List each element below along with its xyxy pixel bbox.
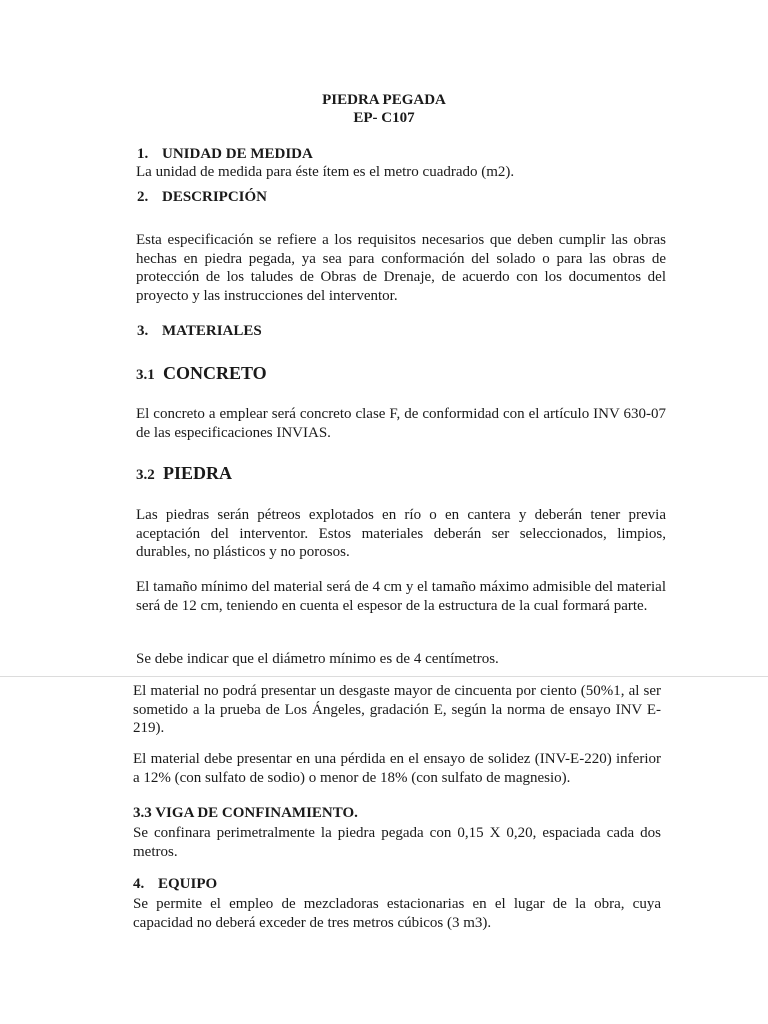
section-4-number: 4. [133, 876, 145, 892]
section-2-title: DESCRIPCIÓN [162, 189, 268, 205]
section-1-number: 1. [137, 146, 149, 162]
section-3-1-title: CONCRETO [163, 363, 267, 383]
section-3-1-heading [136, 363, 267, 384]
section-3-2-paragraph-3: Se debe indicar que el diámetro mínimo es de 4 centímetros. [136, 651, 499, 667]
document-code: EP- C107 [353, 110, 415, 126]
section-3-3-heading: 3.3 VIGA DE CONFINAMIENTO. [133, 805, 358, 821]
section-1-heading [137, 146, 313, 163]
section-2-number: 2. [137, 189, 149, 205]
section-3-1-text: El concreto a emplear será concreto clase F, de conformidad con el artículo INV 630-07 de las especificaciones INVIAS. [136, 406, 666, 441]
section-3-2-heading [136, 463, 232, 484]
section-2-heading [137, 189, 267, 206]
section-3-2-title: PIEDRA [163, 463, 233, 483]
section-4-title: EQUIPO [158, 876, 218, 892]
document-page-bottom [0, 677, 768, 1024]
section-2-text: Esta especificación se refiere a los requisitos necesarios que deben cumplir las obras hechas en piedra pegada, ya sea para conformación del solado o para las obras de protección de los taludes de Obras de Drenaje, de acuerdo con los documentos del proyecto y las instrucciones del interventor. [136, 232, 666, 304]
section-3-1-number: 3.1 [136, 367, 155, 383]
section-3-2-paragraph-1: Las piedras serán pétreos explotados en río o en cantera y deberán tener previa aceptación del interventor. Estos materiales deberán ser seleccionados, limpios, durables, no plásticos y no porosos. [136, 507, 666, 560]
section-3-number: 3. [137, 323, 149, 339]
section-3-2-paragraph-2: El tamaño mínimo del material será de 4 cm y el tamaño máximo admisible del material será de 12 cm, teniendo en cuenta el espesor de la estructura de la cual formará parte. [136, 579, 666, 614]
section-3-2-paragraph-4: El material no podrá presentar un desgaste mayor de cincuenta por ciento (50%1, al ser sometido a la prueba de Los Ángeles, gradación E, según la norma de ensayo INV E-219). [133, 683, 661, 736]
section-3-3-text: Se confinara perimetralmente la piedra pegada con 0,15 X 0,20, espaciada cada dos metros. [133, 825, 661, 860]
document-title: PIEDRA PEGADA [322, 92, 446, 108]
section-1-title: UNIDAD DE MEDIDA [162, 146, 313, 162]
section-1-text: La unidad de medida para éste ítem es el metro cuadrado (m2). [136, 164, 515, 180]
section-4-text: Se permite el empleo de mezcladoras estacionarias en el lugar de la obra, cuya capacidad no deberá exceder de tres metros cúbicos (3 m3). [133, 896, 661, 931]
section-3-2-paragraph-5: El material debe presentar en una pérdida en el ensayo de solidez (INV-E-220) inferior a 12% (con sulfato de sodio) o menor de 18% (con sulfato de magnesio). [133, 751, 661, 786]
section-4-heading [133, 876, 217, 893]
section-3-title: MATERIALES [162, 323, 262, 339]
section-3-heading [137, 323, 262, 340]
section-3-2-number: 3.2 [136, 467, 155, 483]
